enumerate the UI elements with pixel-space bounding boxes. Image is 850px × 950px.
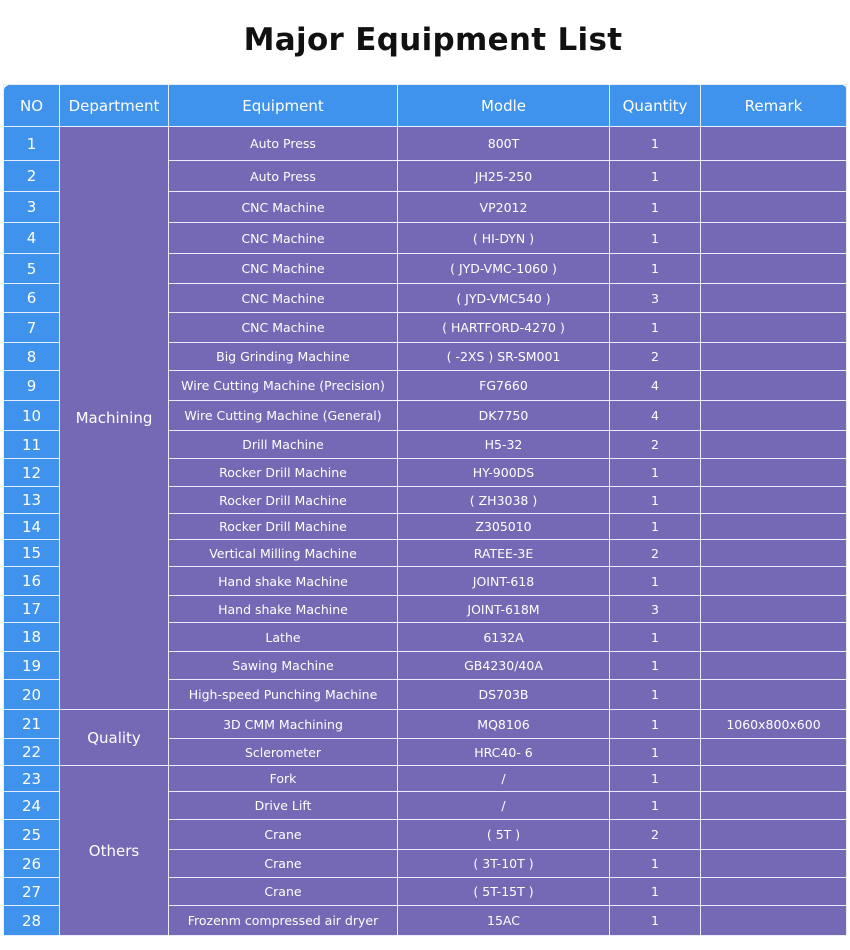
- remark-cell: [701, 878, 847, 906]
- quantity-cell: 1: [610, 739, 701, 766]
- row-number: 12: [4, 459, 60, 487]
- quantity-cell: 3: [610, 596, 701, 623]
- remark-cell: [701, 161, 847, 192]
- row-number: 27: [4, 878, 60, 906]
- equipment-cell: Vertical Milling Machine: [169, 540, 398, 567]
- table-header-row: [4, 85, 847, 127]
- equipment-cell: Fork: [169, 766, 398, 792]
- row-number: 21: [4, 710, 60, 739]
- quantity-cell: 1: [610, 710, 701, 739]
- remark-cell: [701, 192, 847, 223]
- quantity-cell: 1: [610, 792, 701, 820]
- department-cell: Quality: [60, 710, 169, 766]
- remark-cell: [701, 223, 847, 254]
- table-body: [4, 127, 847, 936]
- equipment-cell: High-speed Punching Machine: [169, 680, 398, 710]
- remark-cell: [701, 284, 847, 313]
- quantity-cell: 3: [610, 284, 701, 313]
- quantity-cell: 1: [610, 652, 701, 680]
- model-cell: ( JYD-VMC-1060 ): [398, 254, 610, 284]
- remark-cell: [701, 739, 847, 766]
- equipment-cell: Sclerometer: [169, 739, 398, 766]
- row-number: 13: [4, 487, 60, 514]
- row-number: 7: [4, 313, 60, 343]
- equipment-cell: CNC Machine: [169, 192, 398, 223]
- remark-cell: [701, 596, 847, 623]
- equipment-cell: CNC Machine: [169, 313, 398, 343]
- model-cell: RATEE-3E: [398, 540, 610, 567]
- quantity-cell: 2: [610, 431, 701, 459]
- row-number: 26: [4, 850, 60, 878]
- row-number: 2: [4, 161, 60, 192]
- model-cell: ( HI-DYN ): [398, 223, 610, 254]
- quantity-cell: 2: [610, 820, 701, 850]
- remark-cell: [701, 792, 847, 820]
- quantity-cell: 2: [610, 540, 701, 567]
- row-number: 19: [4, 652, 60, 680]
- equipment-cell: Crane: [169, 850, 398, 878]
- row-number: 10: [4, 401, 60, 431]
- remark-cell: [701, 487, 847, 514]
- row-number: 17: [4, 596, 60, 623]
- equipment-cell: 3D CMM Machining: [169, 710, 398, 739]
- row-number: 22: [4, 739, 60, 766]
- model-cell: H5-32: [398, 431, 610, 459]
- model-cell: ( 5T-15T ): [398, 878, 610, 906]
- quantity-cell: 1: [610, 878, 701, 906]
- row-number: 8: [4, 343, 60, 371]
- row-number: 25: [4, 820, 60, 850]
- equipment-cell: Rocker Drill Machine: [169, 487, 398, 514]
- header-model: Modle: [398, 85, 610, 127]
- row-number: 4: [4, 223, 60, 254]
- remark-cell: [701, 850, 847, 878]
- model-cell: JOINT-618: [398, 567, 610, 596]
- model-cell: DK7750: [398, 401, 610, 431]
- quantity-cell: 1: [610, 127, 701, 161]
- equipment-table: [3, 84, 847, 936]
- header-quantity: Quantity: [610, 85, 701, 127]
- remark-cell: [701, 254, 847, 284]
- model-cell: JOINT-618M: [398, 596, 610, 623]
- equipment-cell: CNC Machine: [169, 284, 398, 313]
- equipment-cell: Sawing Machine: [169, 652, 398, 680]
- quantity-cell: 2: [610, 343, 701, 371]
- remark-cell: [701, 906, 847, 936]
- header-department: Department: [60, 85, 169, 127]
- model-cell: 800T: [398, 127, 610, 161]
- quantity-cell: 1: [610, 487, 701, 514]
- model-cell: 15AC: [398, 906, 610, 936]
- row-number: 18: [4, 623, 60, 652]
- equipment-cell: Rocker Drill Machine: [169, 459, 398, 487]
- row-number: 9: [4, 371, 60, 401]
- quantity-cell: 1: [610, 680, 701, 710]
- equipment-cell: Hand shake Machine: [169, 596, 398, 623]
- row-number: 5: [4, 254, 60, 284]
- remark-cell: [701, 680, 847, 710]
- model-cell: ( 5T ): [398, 820, 610, 850]
- remark-cell: [701, 820, 847, 850]
- row-number: 24: [4, 792, 60, 820]
- equipment-cell: Drive Lift: [169, 792, 398, 820]
- header-no: NO: [4, 85, 60, 127]
- header-equipment: Equipment: [169, 85, 398, 127]
- quantity-cell: 1: [610, 254, 701, 284]
- remark-cell: 1060x800x600: [701, 710, 847, 739]
- department-cell: Others: [60, 766, 169, 936]
- row-number: 14: [4, 514, 60, 540]
- model-cell: Z305010: [398, 514, 610, 540]
- header-remark: Remark: [701, 85, 847, 127]
- model-cell: HRC40- 6: [398, 739, 610, 766]
- quantity-cell: 1: [610, 192, 701, 223]
- quantity-cell: 1: [610, 223, 701, 254]
- quantity-cell: 1: [610, 906, 701, 936]
- remark-cell: [701, 623, 847, 652]
- quantity-cell: 1: [610, 850, 701, 878]
- equipment-cell: CNC Machine: [169, 254, 398, 284]
- quantity-cell: 1: [610, 459, 701, 487]
- equipment-cell: Drill Machine: [169, 431, 398, 459]
- model-cell: ( HARTFORD-4270 ): [398, 313, 610, 343]
- model-cell: ( ZH3038 ): [398, 487, 610, 514]
- model-cell: MQ8106: [398, 710, 610, 739]
- model-cell: ( 3T-10T ): [398, 850, 610, 878]
- remark-cell: [701, 127, 847, 161]
- table-row: [4, 127, 847, 161]
- equipment-cell: Frozenm compressed air dryer: [169, 906, 398, 936]
- department-cell: Machining: [60, 127, 169, 710]
- quantity-cell: 4: [610, 401, 701, 431]
- row-number: 3: [4, 192, 60, 223]
- remark-cell: [701, 766, 847, 792]
- equipment-cell: Auto Press: [169, 127, 398, 161]
- remark-cell: [701, 567, 847, 596]
- equipment-cell: Hand shake Machine: [169, 567, 398, 596]
- remark-cell: [701, 652, 847, 680]
- remark-cell: [701, 514, 847, 540]
- quantity-cell: 1: [610, 567, 701, 596]
- quantity-cell: 4: [610, 371, 701, 401]
- remark-cell: [701, 313, 847, 343]
- quantity-cell: 1: [610, 313, 701, 343]
- quantity-cell: 1: [610, 766, 701, 792]
- row-number: 15: [4, 540, 60, 567]
- model-cell: JH25-250: [398, 161, 610, 192]
- remark-cell: [701, 371, 847, 401]
- remark-cell: [701, 401, 847, 431]
- equipment-cell: Wire Cutting Machine (Precision): [169, 371, 398, 401]
- row-number: 23: [4, 766, 60, 792]
- row-number: 6: [4, 284, 60, 313]
- equipment-cell: Rocker Drill Machine: [169, 514, 398, 540]
- equipment-cell: Big Grinding Machine: [169, 343, 398, 371]
- row-number: 16: [4, 567, 60, 596]
- remark-cell: [701, 343, 847, 371]
- table-row: [4, 766, 847, 792]
- row-number: 28: [4, 906, 60, 936]
- model-cell: /: [398, 792, 610, 820]
- quantity-cell: 1: [610, 514, 701, 540]
- table-row: [4, 710, 847, 739]
- model-cell: /: [398, 766, 610, 792]
- model-cell: GB4230/40A: [398, 652, 610, 680]
- model-cell: DS703B: [398, 680, 610, 710]
- model-cell: ( JYD-VMC540 ): [398, 284, 610, 313]
- equipment-cell: Wire Cutting Machine (General): [169, 401, 398, 431]
- quantity-cell: 1: [610, 623, 701, 652]
- remark-cell: [701, 431, 847, 459]
- equipment-cell: Lathe: [169, 623, 398, 652]
- row-number: 20: [4, 680, 60, 710]
- page-title: Major Equipment List: [243, 22, 623, 58]
- model-cell: ( -2XS ) SR-SM001: [398, 343, 610, 371]
- equipment-cell: CNC Machine: [169, 223, 398, 254]
- equipment-cell: Auto Press: [169, 161, 398, 192]
- model-cell: 6132A: [398, 623, 610, 652]
- equipment-table-container: [3, 84, 846, 934]
- model-cell: HY-900DS: [398, 459, 610, 487]
- row-number: 11: [4, 431, 60, 459]
- row-number: 1: [4, 127, 60, 161]
- model-cell: FG7660: [398, 371, 610, 401]
- model-cell: VP2012: [398, 192, 610, 223]
- quantity-cell: 1: [610, 161, 701, 192]
- equipment-cell: Crane: [169, 878, 398, 906]
- remark-cell: [701, 540, 847, 567]
- remark-cell: [701, 459, 847, 487]
- equipment-cell: Crane: [169, 820, 398, 850]
